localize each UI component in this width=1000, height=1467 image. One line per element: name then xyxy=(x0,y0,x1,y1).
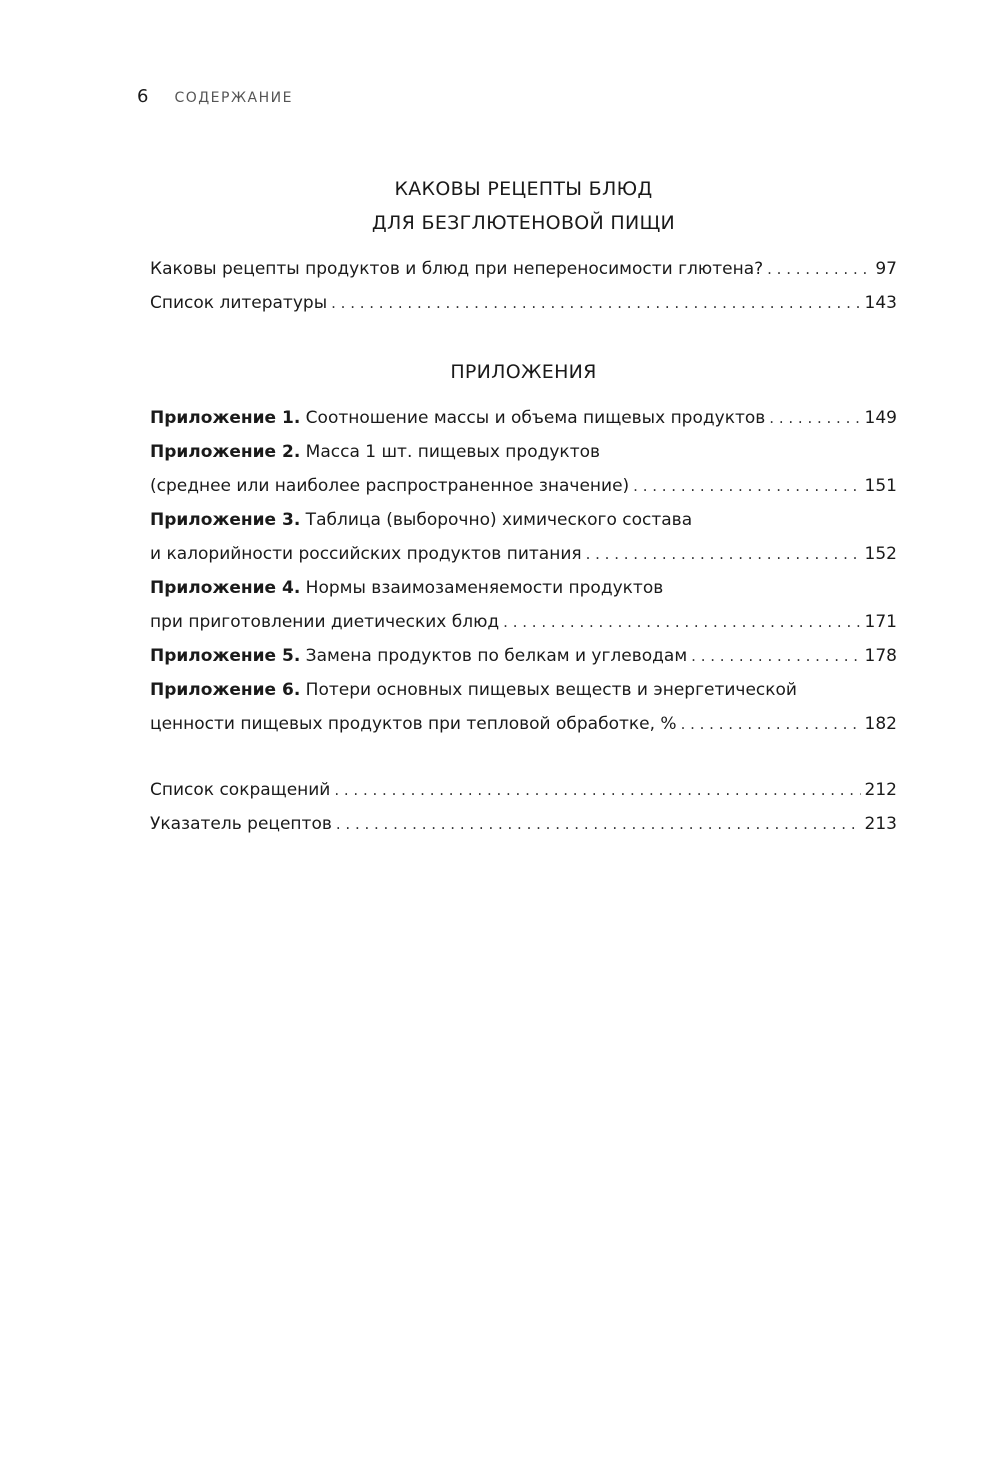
toc-entry-appendix-6-line1[interactable] xyxy=(150,673,897,707)
toc-entry[interactable] xyxy=(150,807,897,841)
toc-entry-appendix-2-line1[interactable] xyxy=(150,435,897,469)
dot-leader xyxy=(331,286,860,320)
toc-entry-page: 97 xyxy=(875,259,897,279)
dot-leader xyxy=(336,807,861,841)
toc-entry[interactable] xyxy=(150,773,897,807)
dot-leader xyxy=(334,773,860,807)
toc-entry-title xyxy=(150,401,765,435)
back-matter-toc-list xyxy=(150,773,897,841)
toc-entry-page: 178 xyxy=(864,646,897,666)
toc-entry-appendix-2-line2[interactable] xyxy=(150,469,897,503)
running-head xyxy=(137,86,293,110)
appendix-section-heading xyxy=(150,355,897,389)
heading-line: КАКОВЫ РЕЦЕПТЫ БЛЮД xyxy=(394,178,653,200)
appendix-text: Таблица (выборочно) химического состава xyxy=(300,510,693,530)
toc-entry-title: Список сокращений xyxy=(150,780,331,800)
appendix-label: Приложение 6. xyxy=(150,680,301,700)
toc-entry-title xyxy=(150,639,687,673)
toc-entry-page: 212 xyxy=(864,780,897,800)
heading-line: ПРИЛОЖЕНИЯ xyxy=(450,361,597,383)
appendix-text: Потери основных пищевых веществ и энергетической xyxy=(300,680,797,700)
appendix-label: Приложение 2. xyxy=(150,442,301,462)
appendix-label: Приложение 4. xyxy=(150,578,301,598)
recipes-section-heading xyxy=(150,172,897,240)
toc-entry-page: 152 xyxy=(864,544,897,564)
toc-entry-page: 171 xyxy=(864,612,897,632)
dot-leader xyxy=(767,252,871,286)
dot-leader xyxy=(586,537,861,571)
recipes-toc-list xyxy=(150,252,897,320)
page-number: 6 xyxy=(137,86,149,107)
toc-entry-title xyxy=(150,673,797,707)
appendix-text: Замена продуктов по белкам и углеводам xyxy=(300,646,688,666)
appendix-toc-list xyxy=(150,401,897,741)
appendix-label: Приложение 3. xyxy=(150,510,301,530)
dot-leader xyxy=(503,605,860,639)
appendix-text: Масса 1 шт. пищевых продуктов xyxy=(300,442,601,462)
appendix-text: (среднее или наиболее распространенное значение) xyxy=(150,476,630,496)
dot-leader xyxy=(691,639,860,673)
toc-entry-title xyxy=(150,503,692,537)
toc-entry[interactable] xyxy=(150,252,897,286)
toc-entry-appendix-5[interactable] xyxy=(150,639,897,673)
toc-entry-appendix-4-line2[interactable] xyxy=(150,605,897,639)
toc-entry-page: 143 xyxy=(864,293,897,313)
dot-leader xyxy=(681,707,861,741)
appendix-text: Нормы взаимозаменяемости продуктов xyxy=(300,578,664,598)
toc-entry-title: Каковы рецепты продуктов и блюд при непереносимости глютена? xyxy=(150,259,764,279)
appendix-label: Приложение 1. xyxy=(150,408,301,428)
toc-entry-title: Указатель рецептов xyxy=(150,814,332,834)
toc-entry-title xyxy=(150,435,600,469)
toc-entry[interactable] xyxy=(150,286,897,320)
toc-entry-appendix-3-line2[interactable] xyxy=(150,537,897,571)
appendix-text: Соотношение массы и объема пищевых продуктов xyxy=(300,408,766,428)
dot-leader xyxy=(633,469,860,503)
toc-entry-page: 151 xyxy=(864,476,897,496)
running-title: СОДЕРЖАНИЕ xyxy=(174,90,293,106)
appendix-text: и калорийности российских продуктов питания xyxy=(150,544,582,564)
appendix-text: ценности пищевых продуктов при тепловой обработке, % xyxy=(150,714,677,734)
appendix-label: Приложение 5. xyxy=(150,646,301,666)
toc-entry-title: Список литературы xyxy=(150,293,328,313)
toc-entry-page: 213 xyxy=(864,814,897,834)
heading-line: ДЛЯ БЕЗГЛЮТЕНОВОЙ ПИЩИ xyxy=(371,212,676,234)
toc-entry-appendix-4-line1[interactable] xyxy=(150,571,897,605)
toc-entry-title xyxy=(150,571,663,605)
toc-entry-page: 149 xyxy=(864,408,897,428)
toc-entry-appendix-3-line1[interactable] xyxy=(150,503,897,537)
appendix-text: при приготовлении диетических блюд xyxy=(150,612,500,632)
toc-entry-page: 182 xyxy=(864,714,897,734)
toc-entry-appendix-1[interactable] xyxy=(150,401,897,435)
dot-leader xyxy=(769,401,860,435)
toc-entry-appendix-6-line2[interactable] xyxy=(150,707,897,741)
